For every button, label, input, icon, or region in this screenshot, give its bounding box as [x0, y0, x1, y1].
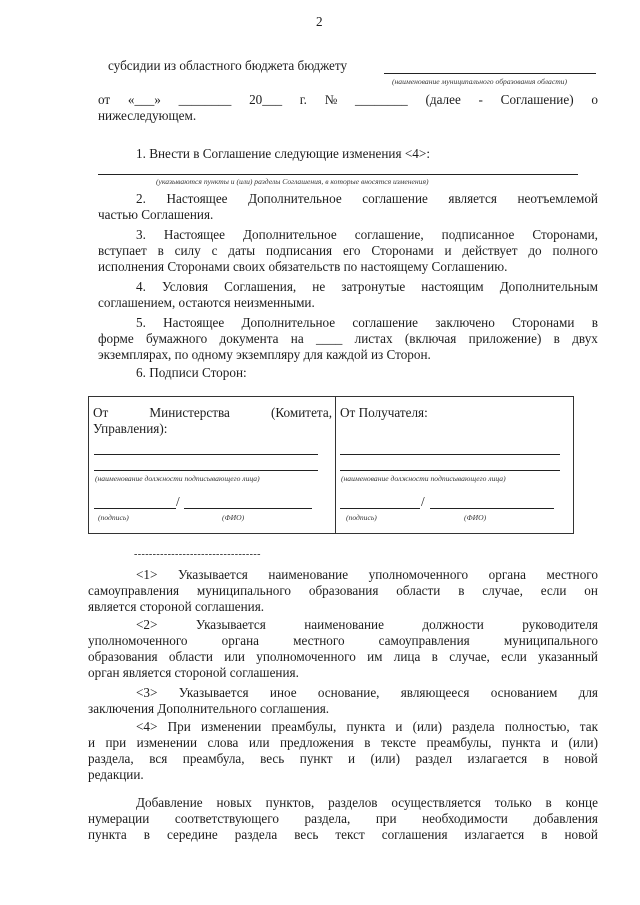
left-position-caption: (наименование должности подписывающего лица): [95, 474, 260, 483]
right-sign-caption: (подпись): [346, 513, 377, 522]
footnote-2-line-3: образования области или уполномоченного им лица в случае, если указанный: [88, 649, 598, 664]
item-6-text: 6. Подписи Сторон:: [136, 365, 247, 380]
footnote-1-line-2: самоуправления муниципального образования области в случае, если он: [88, 583, 598, 598]
right-sign-line: [340, 508, 420, 509]
footnote-3-line-2: заключения Дополнительного соглашения.: [88, 701, 330, 716]
item-3-line-1: 3. Настоящее Дополнительное соглашение, подписанное Сторонами,: [136, 227, 598, 242]
footnote-4-line-1: <4> При изменении преамбулы, пункта и (или) раздела полностью, так: [136, 719, 598, 734]
signature-table-divider: [335, 396, 336, 534]
left-slash: /: [176, 494, 180, 509]
footnote-2-line-1: <2> Указывается наименование должности руководителя: [136, 617, 598, 632]
intro-line-1: субсидии из областного бюджета бюджету: [108, 58, 348, 73]
right-slash: /: [421, 494, 425, 509]
municipality-blank: [384, 73, 596, 74]
right-header: От Получателя:: [340, 405, 428, 420]
item-2-line-2: частью Соглашения.: [98, 207, 214, 222]
footnote-2-line-2: уполномоченного органа местного самоуправления муниципального: [88, 633, 598, 648]
item-4-line-2: соглашением, остаются неизменными.: [98, 295, 315, 310]
footnote-3-line-1: <3> Указывается иное основание, являющееся основанием для: [136, 685, 598, 700]
left-position-line-1: [94, 454, 318, 455]
page-number: 2: [316, 14, 323, 29]
footnote-separator: ----------------------------------: [134, 549, 261, 560]
item-1-blank: [98, 174, 578, 175]
item-4-line-1: 4. Условия Соглашения, не затронутые настоящим Дополнительным: [136, 279, 598, 294]
left-fio-caption: (ФИО): [222, 513, 245, 522]
extra-line-3: пункта в середине раздела весь текст соглашения излагается в новой: [88, 827, 598, 842]
item-5-line-3: экземплярах, по одному экземпляру для каждой из Сторон.: [98, 347, 431, 362]
item-1-text: 1. Внести в Соглашение следующие изменения <4>:: [136, 146, 430, 161]
footnote-4-line-3: раздела, вся преамбула, весь пункт и (или) раздел излагается в новой: [88, 751, 598, 766]
footnote-4-line-2: и при изменении слова или предложения в тексте преамбулы, пункта и (или): [88, 735, 598, 750]
footnote-1-line-1: <1> Указывается наименование уполномоченного органа местного: [136, 567, 598, 582]
item-2-line-1: 2. Настоящее Дополнительное соглашение является неотъемлемой: [136, 191, 598, 206]
left-fio-line: [184, 508, 312, 509]
item-1-caption: (указываются пункты и (или) разделы Соглашения, в которые вносятся изменения): [156, 177, 429, 186]
item-3-line-2: вступает в силу с даты подписания его Сторонами и действует до полного: [98, 243, 598, 258]
left-header-line-1: От Министерства (Комитета,: [93, 405, 332, 420]
left-sign-caption: (подпись): [98, 513, 129, 522]
extra-line-2: нумерации соответствующего раздела, при необходимости добавления: [88, 811, 598, 826]
footnote-4-line-4: редакции.: [88, 767, 144, 782]
right-position-caption: (наименование должности подписывающего лица): [341, 474, 506, 483]
item-3-line-3: исполнения Сторонами своих обязательств по настоящему Соглашению.: [98, 259, 508, 274]
municipality-caption: (наименование муниципального образования области): [392, 77, 568, 86]
right-fio-line: [430, 508, 554, 509]
footnote-1-line-3: является стороной соглашения.: [88, 599, 265, 614]
right-fio-caption: (ФИО): [464, 513, 487, 522]
left-header-line-2: Управления):: [93, 421, 168, 436]
item-5-line-1: 5. Настоящее Дополнительное соглашение заключено Сторонами в: [136, 315, 598, 330]
footnote-2-line-4: орган является стороной соглашения.: [88, 665, 299, 680]
extra-line-1: Добавление новых пунктов, разделов осуществляется только в конце: [136, 795, 598, 810]
item-5-line-2: форме бумажного документа на ____ листах (включая приложение) в двух: [98, 331, 598, 346]
left-sign-line: [94, 508, 176, 509]
right-position-line-2: [340, 470, 560, 471]
left-position-line-2: [94, 470, 318, 471]
right-position-line-1: [340, 454, 560, 455]
intro-line-3: нижеследующем.: [98, 108, 197, 123]
intro-line-2: от «___» ________ 20___ г. № ________ (далее - Соглашение) о: [98, 92, 598, 107]
